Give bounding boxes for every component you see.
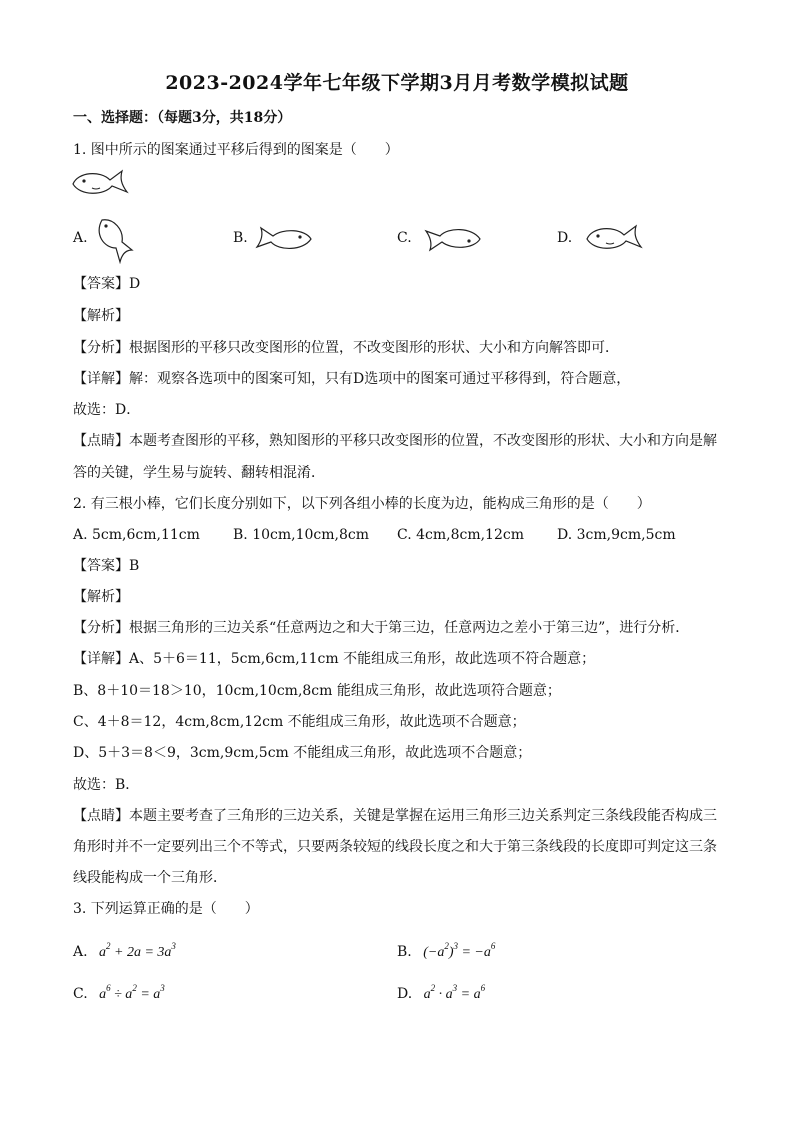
- q3-option-a: [73, 936, 176, 963]
- q2-dianjing-line2: 角形时并不一定要列出三个不等式，只要两条较短的线段长度之和大于第三条线段的长度即可判定这三条: [73, 839, 717, 855]
- q1-fenxi: 【分析】根据图形的平移只改变图形的位置，不改变图形的形状、大小和方向解答即可．: [73, 340, 619, 356]
- q2-xiangjie-a: 【详解】A、5＋6＝11，5cm,6cm,11cm 不能组成三角形，故此选项不符合题意；: [73, 651, 596, 667]
- page-title: 2023-2024学年七年级下学期3月月考数学模拟试题: [165, 72, 629, 94]
- section-heading: 一、选择题：（每题3分，共18分）: [73, 110, 292, 126]
- q2-guxuan: 故选：B．: [73, 777, 140, 793]
- q3-option-b: [397, 936, 495, 963]
- q2-answer: 【答案】B: [73, 558, 140, 574]
- q3-option-d: [397, 978, 485, 1005]
- fish-option-d-icon: [584, 221, 644, 255]
- fish-option-a-icon: [92, 216, 140, 264]
- q1-guxuan: 故选：D．: [73, 402, 141, 418]
- q3-option-b-formula: $(-a^2)^3 = -a^6$: [416, 941, 496, 960]
- q2-option-c: C. 4cm,8cm,12cm: [397, 527, 524, 543]
- q3-option-b-label: B.: [397, 944, 412, 960]
- fish-option-b-icon: [255, 223, 313, 253]
- fish-option-c-icon: [424, 225, 482, 255]
- q2-fenxi: 【分析】根据三角形的三边关系“任意两边之和大于第三边，任意两边之差小于第三边”，进行分析．: [73, 620, 690, 636]
- q1-option-a-label: A.: [73, 230, 88, 246]
- fish-reference-icon: [70, 166, 130, 200]
- q2-xiangjie-b: B、8＋10＝18＞10，10cm,10cm,8cm 能组成三角形，故此选项符合题意；: [73, 683, 561, 699]
- q2-dianjing-line1: 【点睛】本题主要考查了三角形的三边关系，关键是掌握在运用三角形三边关系判定三条线段能否构成三: [73, 808, 717, 824]
- q1-option-b-label: B.: [233, 230, 248, 246]
- q1-answer: 【答案】D: [73, 276, 141, 292]
- question-3-stem: 3. 下列运算正确的是（ ）: [73, 901, 259, 917]
- q1-xiangjie: 【详解】解：观察各选项中的图案可知，只有D选项中的图案可通过平移得到，符合题意，: [73, 371, 631, 387]
- question-2-stem: 2. 有三根小棒，它们长度分别如下，以下列各组小棒的长度为边，能构成三角形的是（ ）: [73, 496, 651, 512]
- q2-dianjing-line3: 线段能构成一个三角形．: [73, 870, 227, 886]
- q1-option-c-label: C.: [397, 230, 412, 246]
- question-1-stem: 1. 图中所示的图案通过平移后得到的图案是（ ）: [73, 142, 399, 158]
- q3-option-a-label: A.: [73, 944, 88, 960]
- q2-jiexi: 【解析】: [73, 589, 129, 605]
- q2-option-d: D. 3cm,9cm,5cm: [557, 527, 676, 543]
- q1-dianjing-line1: 【点睛】本题考查图形的平移，熟知图形的平移只改变图形的位置，不改变图形的形状、大小和方向是解: [73, 433, 717, 449]
- q3-option-a-formula: $a^2 + 2a = 3a^3$: [92, 941, 176, 960]
- q2-option-b: B. 10cm,10cm,8cm: [233, 527, 369, 543]
- q1-option-d-label: D.: [557, 230, 573, 246]
- q1-jiexi: 【解析】: [73, 308, 129, 324]
- q2-xiangjie-c: C、4＋8＝12，4cm,8cm,12cm 不能组成三角形，故此选项不合题意；: [73, 714, 526, 730]
- q3-option-d-formula: $a^2 \cdot a^3 = a^6$: [416, 983, 486, 1002]
- q3-option-c-formula: $a^6 \div a^2 = a^3$: [92, 983, 165, 1002]
- q1-dianjing-line2: 答的关键，学生易与旋转、翻转相混淆．: [73, 465, 325, 481]
- q3-option-c: [73, 978, 165, 1005]
- q2-option-a: A. 5cm,6cm,11cm: [73, 527, 200, 543]
- q3-option-d-label: D.: [397, 986, 413, 1002]
- q2-xiangjie-d: D、5＋3＝8＜9，3cm,9cm,5cm 不能组成三角形，故此选项不合题意；: [73, 745, 532, 761]
- q3-option-c-label: C.: [73, 986, 88, 1002]
